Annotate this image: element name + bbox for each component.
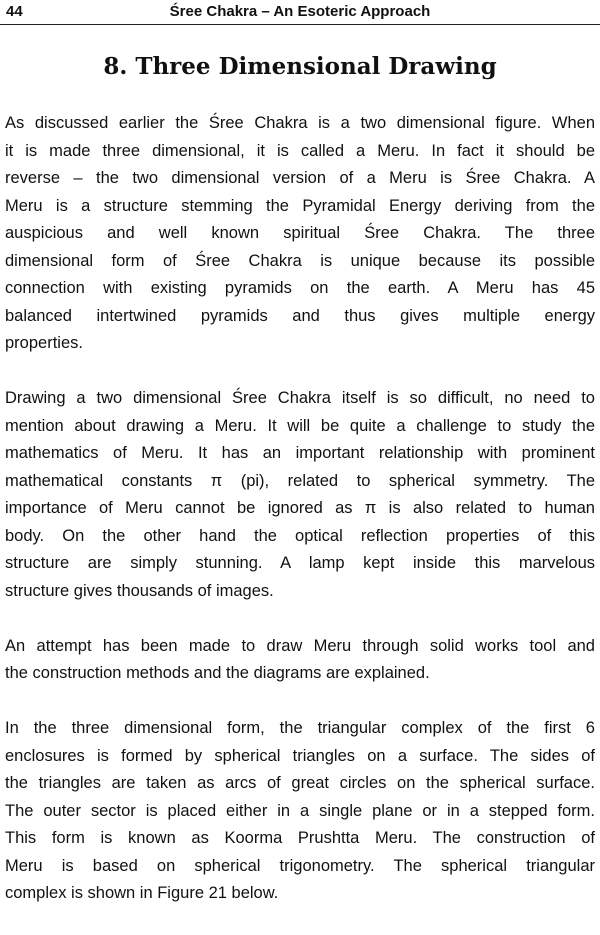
text-line: enclosures is formed by spherical triangles on a surface. The sides of <box>5 746 595 765</box>
header-rule <box>0 24 600 25</box>
text-line: auspicious and well known spiritual Śree Chakra. The three <box>5 224 595 242</box>
text-line: structure are simply stunning. A lamp kept inside this marvelous <box>5 554 595 572</box>
running-title: Śree Chakra – An Esoteric Approach <box>169 3 431 20</box>
paragraph <box>5 110 595 358</box>
page-number: 44 <box>6 3 23 20</box>
paragraph <box>5 715 595 908</box>
text-line: body. On the other hand the optical reflection properties of this <box>5 526 595 545</box>
chapter-title: 8. Three Dimensional Drawing <box>103 53 497 80</box>
text-line: Drawing a two dimensional Śree Chakra itself is so difficult, no need to <box>5 389 595 407</box>
paragraph <box>5 385 595 605</box>
text-line: the triangles are taken as arcs of great circles on the spherical surface. <box>5 774 595 792</box>
text-line: structure gives thousands of images. <box>5 581 274 600</box>
text-line: Meru is based on spherical trigonometry. The spherical triangular <box>5 856 595 875</box>
text-line: importance of Meru cannot be ignored as π is also related to human <box>5 499 595 517</box>
text-line: connection with existing pyramids on the earth. A Meru has 45 <box>5 279 595 297</box>
text-line: complex is shown in Figure 21 below. <box>5 884 279 902</box>
text-line: the construction methods and the diagrams are explained. <box>5 664 430 682</box>
text-line: properties. <box>5 334 83 352</box>
paragraph <box>5 633 595 688</box>
text-line: As discussed earlier the Śree Chakra is a two dimensional figure. When <box>5 114 595 132</box>
text-line: An attempt has been made to draw Meru through solid works tool and <box>5 636 595 655</box>
text-line: dimensional form of Śree Chakra is unique because its possible <box>5 251 595 270</box>
page-header <box>0 0 600 26</box>
text-line: mathematical constants π (pi), related to spherical symmetry. The <box>5 471 595 490</box>
text-line: In the three dimensional form, the triangular complex of the first 6 <box>5 719 595 737</box>
text-line: mathematics of Meru. It has an important relationship with prominent <box>5 444 595 462</box>
text-line: mention about drawing a Meru. It will be quite a challenge to study the <box>5 416 595 435</box>
text-line: The outer sector is placed either in a single plane or in a stepped form. <box>5 801 595 820</box>
body-text <box>5 110 595 935</box>
text-line: reverse – the two dimensional version of a Meru is Śree Chakra. A <box>5 169 595 187</box>
text-line: Meru is a structure stemming the Pyramidal Energy deriving from the <box>5 196 595 215</box>
text-line: balanced intertwined pyramids and thus gives multiple energy <box>5 306 595 325</box>
text-line: it is made three dimensional, it is called a Meru. In fact it should be <box>5 141 595 160</box>
text-line: This form is known as Koorma Prushtta Meru. The construction of <box>5 829 595 847</box>
